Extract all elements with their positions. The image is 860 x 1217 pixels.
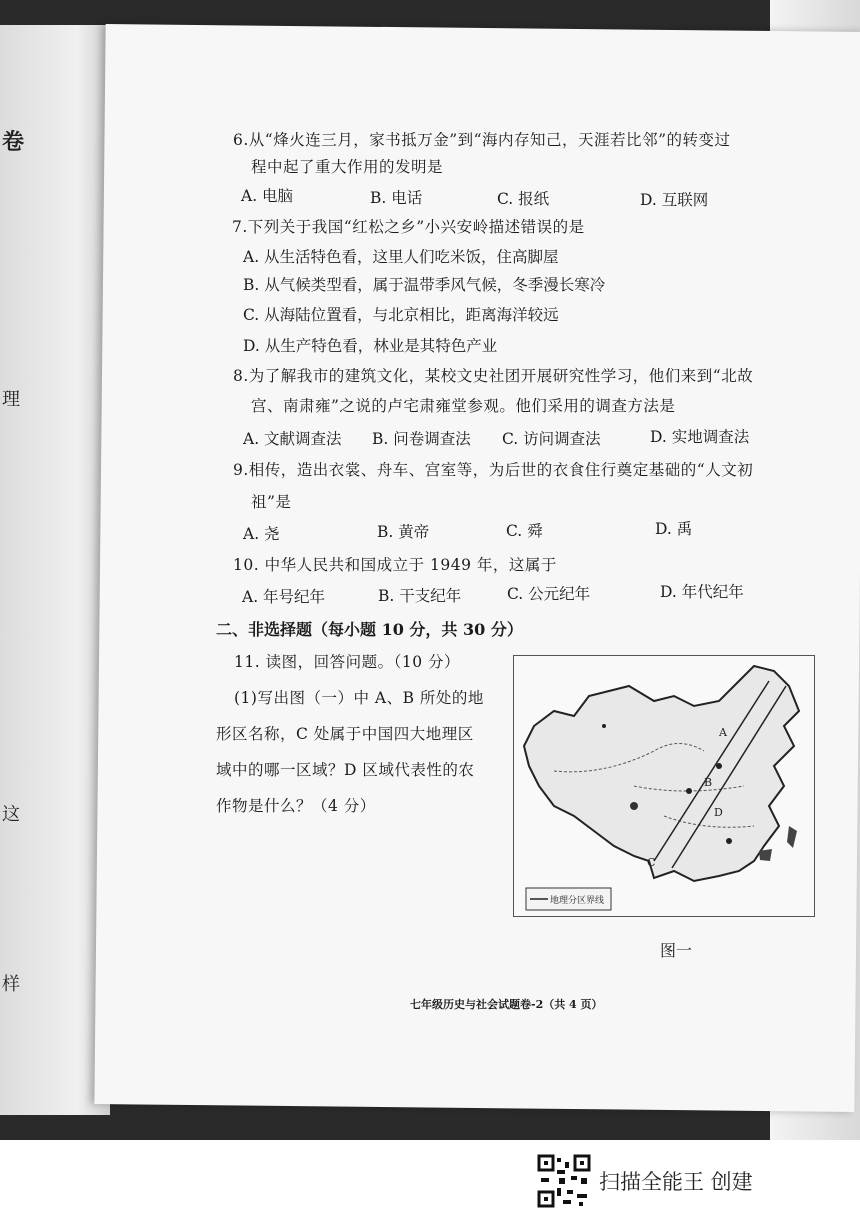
q10-option-a: A. 年号纪年 [242, 588, 326, 606]
q11-sub1-line1: (1)写出图（一）中 A、B 所处的地 [234, 689, 484, 707]
q6-option-d: D. 互联网 [640, 191, 709, 209]
q8-option-c: C. 访问调查法 [502, 430, 601, 448]
map-label-d: D [714, 806, 723, 819]
left-fragment: 卷 [2, 129, 25, 155]
q6-stem-line2: 程中起了重大作用的发明是 [251, 158, 444, 176]
q8-stem-line2: 宫、南肃雍”之说的卢宅肃雍堂参观。他们采用的调查方法是 [251, 397, 676, 415]
q10-option-c: C. 公元纪年 [507, 585, 591, 603]
q7-option-d: D. 从生产特色看，林业是其特色产业 [243, 337, 498, 355]
q9-stem-line2: 祖”是 [251, 493, 292, 511]
q9-option-a: A. 尧 [243, 525, 280, 543]
q6-option-b: B. 电话 [370, 189, 423, 207]
map-label-a: A [719, 726, 727, 739]
q8-option-a: A. 文献调查法 [243, 430, 342, 448]
left-fragment: 样 [2, 974, 20, 995]
q10-option-b: B. 干支纪年 [378, 587, 462, 605]
left-fragment: 理 [2, 389, 20, 410]
section-title: 二、非选择题（每小题 10 分，共 30 分） [216, 620, 523, 639]
q7-option-a: A. 从生活特色看，这里人们吃米饭，住高脚屋 [243, 248, 559, 266]
china-map-svg [514, 656, 814, 916]
watermark-text: 扫描全能王 创建 [599, 1170, 753, 1194]
figure-caption: 图一 [660, 941, 693, 960]
left-fragment: 这 [2, 804, 20, 825]
q9-option-b: B. 黄帝 [377, 523, 430, 541]
q9-stem-line1: 9.相传，造出衣裳、舟车、宫室等，为后世的衣食住行奠定基础的“人文初 [233, 461, 754, 479]
q10-stem: 10. 中华人民共和国成立于 1949 年，这属于 [233, 556, 557, 574]
q8-stem-line1: 8.为了解我市的建筑文化，某校文史社团开展研究性学习，他们来到“北故 [233, 367, 754, 385]
china-map-figure [513, 655, 815, 917]
q8-option-d: D. 实地调查法 [650, 428, 750, 446]
qr-code-icon [537, 1154, 591, 1208]
q11-stem: 11. 读图，回答问题。（10 分） [234, 653, 460, 671]
q8-option-b: B. 问卷调查法 [372, 430, 471, 448]
q6-stem-line1: 6.从“烽火连三月，家书抵万金”到“海内存知己，天涯若比邻”的转变过 [233, 131, 731, 149]
q6-option-a: A. 电脑 [241, 187, 294, 205]
q9-option-c: C. 舜 [506, 522, 543, 540]
q9-option-d: D. 禹 [655, 520, 693, 538]
q11-sub1-line2: 形区名称，C 处属于中国四大地理区 [216, 725, 474, 743]
q10-option-d: D. 年代纪年 [660, 583, 744, 601]
page-footer: 七年级历史与社会试题卷-2（共 4 页） [410, 998, 603, 1011]
q7-option-b: B. 从气候类型看，属于温带季风气候，冬季漫长寒冷 [243, 276, 606, 294]
map-legend-text: 地理分区界线 [550, 896, 605, 906]
scanner-watermark [537, 1153, 753, 1209]
map-label-c: C [647, 856, 656, 869]
q7-option-c: C. 从海陆位置看，与北京相比，距离海洋较远 [243, 306, 559, 324]
q6-option-c: C. 报纸 [497, 190, 550, 208]
q7-stem: 7.下列关于我国“红松之乡”小兴安岭描述错误的是 [232, 218, 585, 236]
q11-sub1-line4: 作物是什么？（4 分） [216, 797, 376, 815]
map-label-b: B [704, 776, 713, 789]
q11-sub1-line3: 域中的哪一区域？D 区域代表性的农 [216, 761, 475, 779]
